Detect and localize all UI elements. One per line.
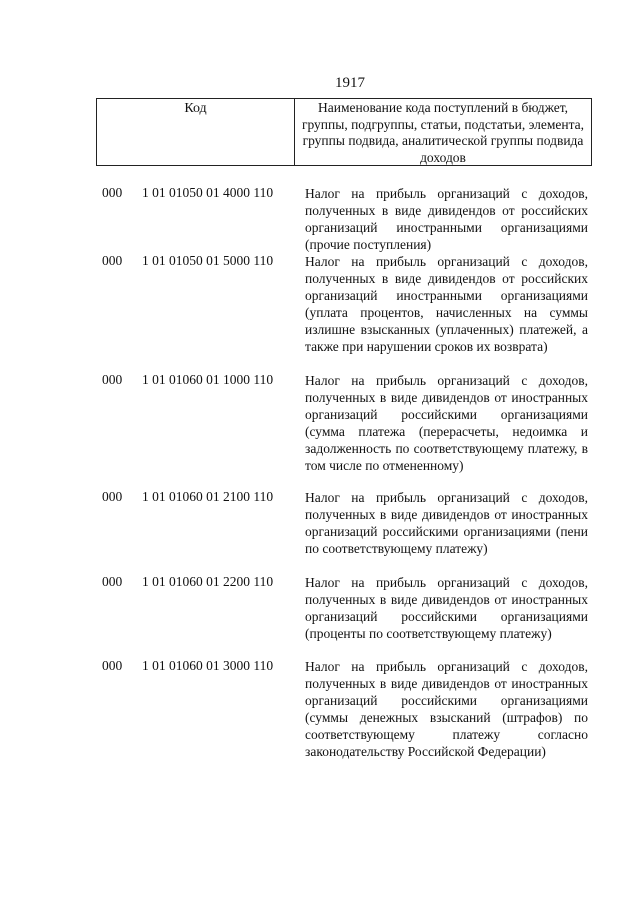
income-code: 1 01 01050 01 4000 110: [142, 185, 274, 200]
income-code: 1 01 01060 01 2200 110: [142, 574, 274, 589]
income-code: 1 01 01060 01 3000 110: [142, 658, 274, 673]
income-code: 1 01 01060 01 1000 110: [142, 372, 274, 387]
income-description: Налог на прибыль организаций с доходов, полученных в виде дивидендов от российских организаций иностранными организациями (прочие поступления): [305, 186, 588, 252]
income-description: Налог на прибыль организаций с доходов, полученных в виде дивидендов от российских организаций иностранными организациями (уплата процентов, начисленных на суммы излишне взысканных (уплаченных) платежей, а также при нарушении сроков их возврата): [305, 254, 588, 354]
admin-code: 000: [102, 185, 123, 200]
table-header: [96, 98, 592, 166]
admin-code: 000: [102, 489, 123, 504]
income-description: Налог на прибыль организаций с доходов, полученных в виде дивидендов от иностранных организаций российскими организациями (сумма платежа (перерасчеты, недоимка и задолженность по соответствующему платежу, в том числе по отмененному): [305, 373, 588, 473]
income-code: 1 01 01060 01 2100 110: [142, 489, 274, 504]
income-code: 1 01 01050 01 5000 110: [142, 253, 274, 268]
admin-code: 000: [102, 574, 123, 589]
admin-code: 000: [102, 658, 123, 673]
income-description: Налог на прибыль организаций с доходов, полученных в виде дивидендов от иностранных организаций российскими организациями (суммы денежных взысканий (штрафов) по соответствующему платежу согласно законодательству Российской Федерации): [305, 659, 588, 759]
header-name-label: Наименование кода поступлений в бюджет, группы, подгруппы, статьи, подстатьи, элемента, группы подвида, аналитической группы подвида доходов: [301, 100, 585, 165]
page-number: 1917: [335, 75, 365, 91]
income-description: Налог на прибыль организаций с доходов, полученных в виде дивидендов от иностранных организаций российскими организациями (проценты по соответствующему платежу): [305, 575, 588, 641]
admin-code: 000: [102, 372, 123, 387]
admin-code: 000: [102, 253, 123, 268]
header-code-label: Код: [97, 99, 295, 165]
income-description: Налог на прибыль организаций с доходов, полученных в виде дивидендов от иностранных организаций российскими организациями (пени по соответствующему платежу): [305, 490, 588, 556]
